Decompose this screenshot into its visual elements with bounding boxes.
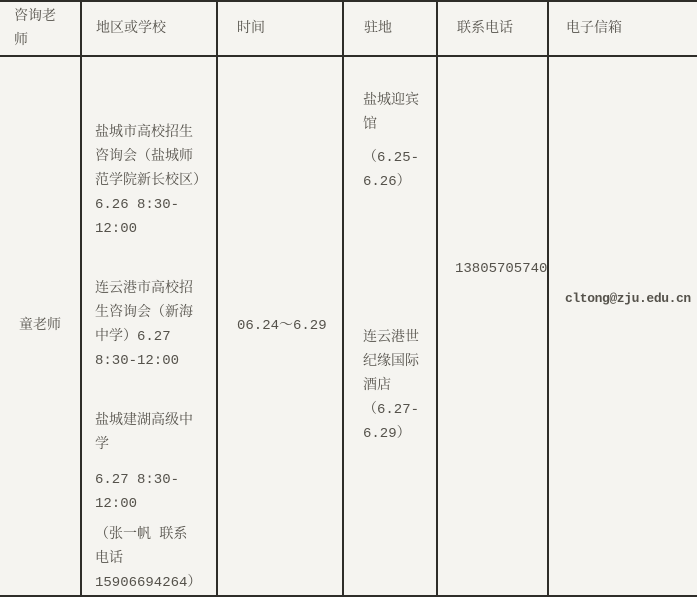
phone-number: 13805705740 [437,56,548,596]
schedule-item-contact-note: （张一帆 联系电话15906694264） [95,527,202,591]
time-range: 06.24～6.29 [217,56,343,596]
schedule-item-lianyungang-fair: 连云港市高校招生咨询会（新海中学）6.27 8:30-12:00 [95,281,193,369]
schedule-item-yancheng-fair: 盐城市高校招生咨询会（盐城师范学院新长校区）6.26 8:30-12:00 [95,125,200,237]
residence-yancheng-hotel: 盐城迎宾馆 [363,93,419,133]
table-row [0,56,697,596]
header-row [0,1,697,56]
residence-yancheng-dates: （6.25-6.26） [363,150,420,190]
header-residence: 驻地 [343,1,437,56]
residence-lianyungang-hotel: 连云港世纪缘国际酒店 [363,330,419,394]
teacher-name: 童老师 [19,318,61,334]
residence-cell [343,56,437,596]
header-contact-phone: 联系电话 [437,1,548,56]
residence-lianyungang-dates: （6.27-6.29） [363,402,420,442]
header-time: 时间 [217,1,343,56]
email-address: cltong@zju.edu.cn [548,56,697,596]
schedule-cell [81,56,217,596]
schedule-item-jianhu-time: 6.27 8:30-12:00 [95,472,180,512]
header-email: 电子信箱 [548,1,697,56]
header-region-or-school: 地区或学校 [81,1,217,56]
schedule-item-jianhu-school: 盐城建湖高级中学 [95,413,193,453]
header-consulting-teacher: 咨询老师 [0,1,81,56]
